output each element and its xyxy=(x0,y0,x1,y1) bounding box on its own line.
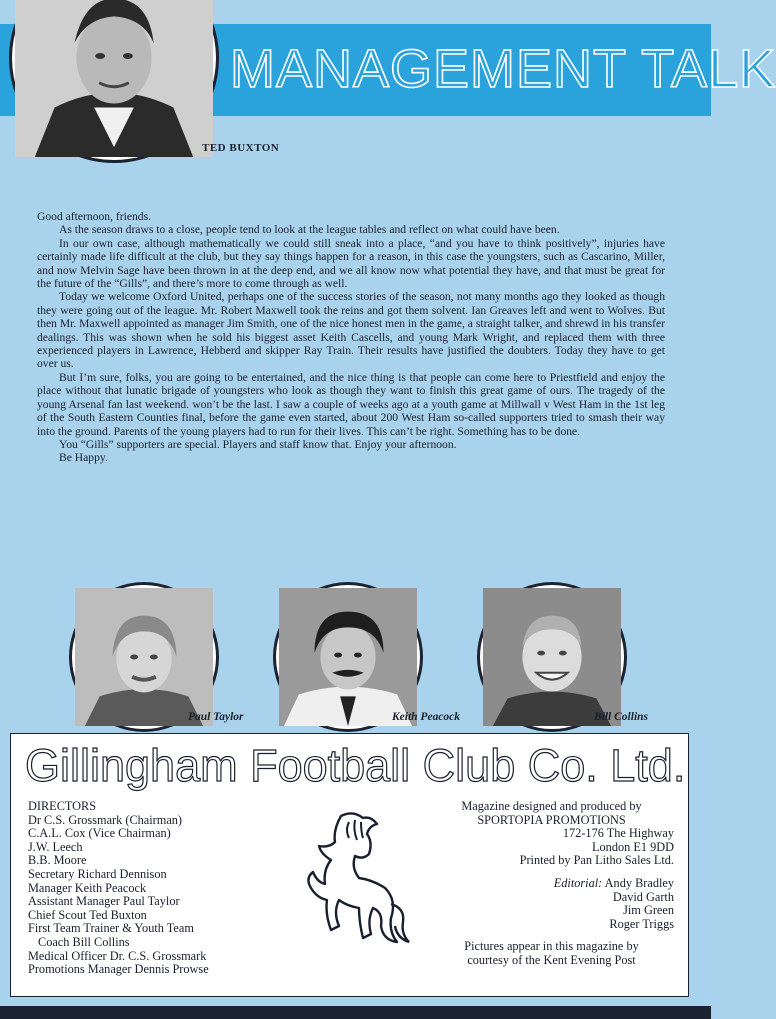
keith-peacock-portrait xyxy=(276,585,420,729)
director-entry: J.W. Leech xyxy=(28,839,83,854)
article-paragraph: You “Gills” supporters are special. Players and staff know that. Enjoy your afternoon. xyxy=(59,437,457,451)
director-entry: C.A.L. Cox (Vice Chairman) xyxy=(28,826,171,841)
credit-printer: Printed by Pan Litho Sales Ltd. xyxy=(519,853,674,868)
photo-caption: Keith Peacock xyxy=(392,711,461,723)
staff-entry: First Team Trainer & Youth Team xyxy=(28,921,194,936)
pictures-credit: courtesy of the Kent Evening Post xyxy=(467,952,636,967)
pictures-credit: Pictures appear in this magazine by xyxy=(464,939,639,954)
editorial-label: Editorial: xyxy=(553,875,603,890)
article-paragraph: As the season draws to a close, people tend to look at the league tables and reflect on what could have been. xyxy=(59,223,560,237)
ted-buxton-photo xyxy=(15,0,213,157)
paul-taylor-portrait xyxy=(72,585,216,729)
directors-list xyxy=(28,800,308,977)
staff-entry: Promotions Manager Dennis Prowse xyxy=(28,962,209,977)
club-info-box xyxy=(10,733,689,997)
staff-entry: Manager Keith Peacock xyxy=(28,880,147,895)
staff-entry: Medical Officer Dr. C.S. Grossmark xyxy=(28,948,207,963)
editor-name: Roger Triggs xyxy=(609,916,674,931)
credit-address: 172-176 The Highway xyxy=(562,826,674,841)
editorial-line xyxy=(429,877,674,891)
article-paragraph: Be Happy. xyxy=(59,451,108,465)
director-entry: B.B. Moore xyxy=(28,853,87,868)
article-paragraph: Good afternoon, friends. xyxy=(37,210,151,223)
page-title: MANAGEMENT TALK xyxy=(230,39,776,99)
editor-name: David Garth xyxy=(612,889,674,904)
bill-collins-portrait xyxy=(480,585,624,729)
staff-entry: Coach Bill Collins xyxy=(38,934,130,949)
club-name: Gillingham Football Club Co. Ltd. xyxy=(25,740,686,791)
ted-buxton-portrait xyxy=(12,0,216,160)
article-paragraph: In our own case, although mathematically we could still sneak into a place, “and you have to think positively”, injuries have certainly made life difficult at the club, but they say things happen for a reason, in this case the youngsters, such as Cascarino, Miller, and now Melvin Sage have been thrown in at the deep end, and we all know now what potential they have, and that must be great for the future of the “Gills”, and there’s more to come through as well. xyxy=(37,236,665,291)
photo-caption: Bill Collins xyxy=(594,711,649,723)
editor-name: Jim Green xyxy=(623,903,674,918)
kent-horse-emblem-icon xyxy=(293,808,413,948)
article-paragraph: Today we welcome Oxford United, perhaps one of the success stories of the season, not many months ago they looked as though they were going out of the league. Mr. Robert Maxwell took the reins and got them solvent. Ian Greaves left and went to Wolves. But then Mr. Maxwell appointed as manager Jim Smith, one of the nice honest men in the game, a straight talker, and shrewd in his transfer dealings. This was shown when he sold his biggest asset Keith Cascells, and young Mark Wright, and replaced them with three experienced players in Lawrence, Hebberd and skipper Ray Train. Their results have justified the doubters. Today they have to get over us. xyxy=(37,290,666,371)
credit-address: London E1 9DD xyxy=(592,839,674,854)
keith-peacock-photo xyxy=(279,588,417,726)
credit-line: Magazine designed and produced by xyxy=(461,799,642,813)
credit-company: SPORTOPIA PROMOTIONS xyxy=(477,812,626,827)
paul-taylor-photo xyxy=(75,588,213,726)
bill-collins-photo xyxy=(483,588,621,726)
author-byline: TED BUXTON xyxy=(202,142,280,154)
directors-heading: DIRECTORS xyxy=(28,799,97,813)
article-paragraph: But I’m sure, folks, you are going to be entertained, and the nice thing is that people can come here to Priestfield and enjoy the place without that lunatic brigade of youngsters who look as though they want to finish this great game of ours. The tragedy of the young Arsenal fan last weekend. won’t be the last. I saw a couple of weeks ago at a youth game at Millwall v West Ham in the 1st leg of the South Eastern Counties final, before the game even started, about 200 West Ham so-called supporters tried to smash their way into the ground. Parents of the young players had to run for their lives. This can’t be right. Something has to be done. xyxy=(37,370,665,438)
article-body xyxy=(37,210,665,465)
staff-entry: Assistant Manager Paul Taylor xyxy=(28,894,180,909)
production-credits xyxy=(429,800,674,968)
photo-caption: Paul Taylor xyxy=(188,711,244,723)
director-entry: Dr C.S. Grossmark (Chairman) xyxy=(28,812,183,827)
editor-name: Andy Bradley xyxy=(604,875,674,890)
staff-entry: Chief Scout Ted Buxton xyxy=(28,907,147,922)
staff-entry: Secretary Richard Dennison xyxy=(28,866,167,881)
bottom-border xyxy=(0,1006,711,1019)
